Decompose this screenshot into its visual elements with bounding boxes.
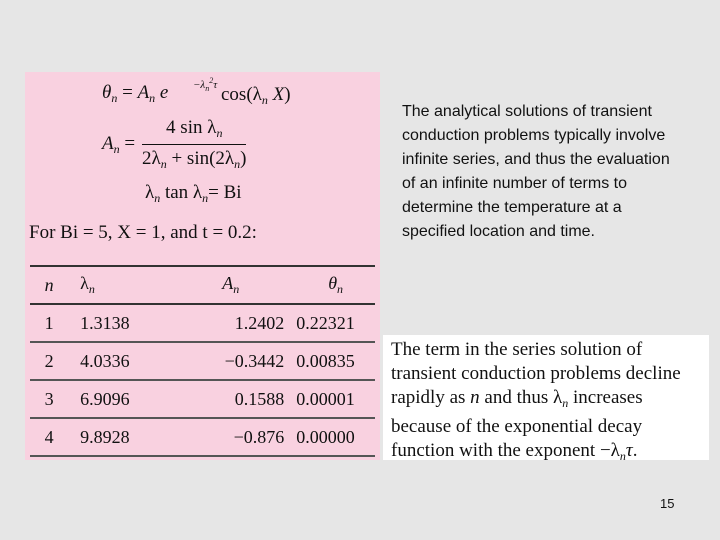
a-equation-lhs: $A_n$ =: [102, 133, 136, 156]
table-row: 4 9.8928 −0.876 0.00000: [30, 418, 375, 456]
header-n: n: [44, 274, 54, 295]
table-header-row: [30, 266, 375, 304]
theta-symbol: θ: [102, 82, 112, 103]
results-table: [30, 265, 375, 457]
table-row: 2 4.0336 −0.3442 0.00835: [30, 342, 375, 380]
header-theta: $\theta_n$: [328, 273, 344, 296]
equation-panel: [25, 72, 380, 460]
fraction-numerator: 4 $\sin \lambda_n$: [142, 117, 246, 145]
series-note-box: The term in the series solution of transient conduction problems decline rapidly as n and thus $\lambda_n$ increases because of the exponential decay function with the exponent $-\lambda_n\tau$.: [383, 335, 709, 460]
fraction-denominator: $2\lambda_n + \sin(2\lambda_n)$: [142, 148, 247, 171]
theta-equation: $\theta_n = A_n$ e: [102, 82, 169, 105]
lambda-equation: $\lambda_n$ $\tan \lambda_n= Bi$: [145, 182, 242, 205]
table-row: 3 6.9096 0.1588 0.00001: [30, 380, 375, 418]
description-text: The analytical solutions of transient conduction problems typically involve infinite series, and thus the evaluation of an infinite number of terms to determine the temperature at a specified location and time.: [402, 103, 670, 240]
theta-exponent: $-\lambda_n^2\tau$: [193, 76, 218, 93]
condition-text: For Bi = 5, X = 1, and t = 0.2:: [29, 222, 257, 243]
cos-term: $\cos(\lambda_n$ X): [221, 84, 291, 107]
header-a: $A_n$: [222, 273, 240, 296]
page-number: 15: [660, 496, 675, 511]
a-equation-fraction: [142, 117, 246, 172]
table-row: 1 1.3138 1.2402 0.22321: [30, 304, 375, 342]
header-lambda: $\lambda_n$: [80, 273, 95, 296]
